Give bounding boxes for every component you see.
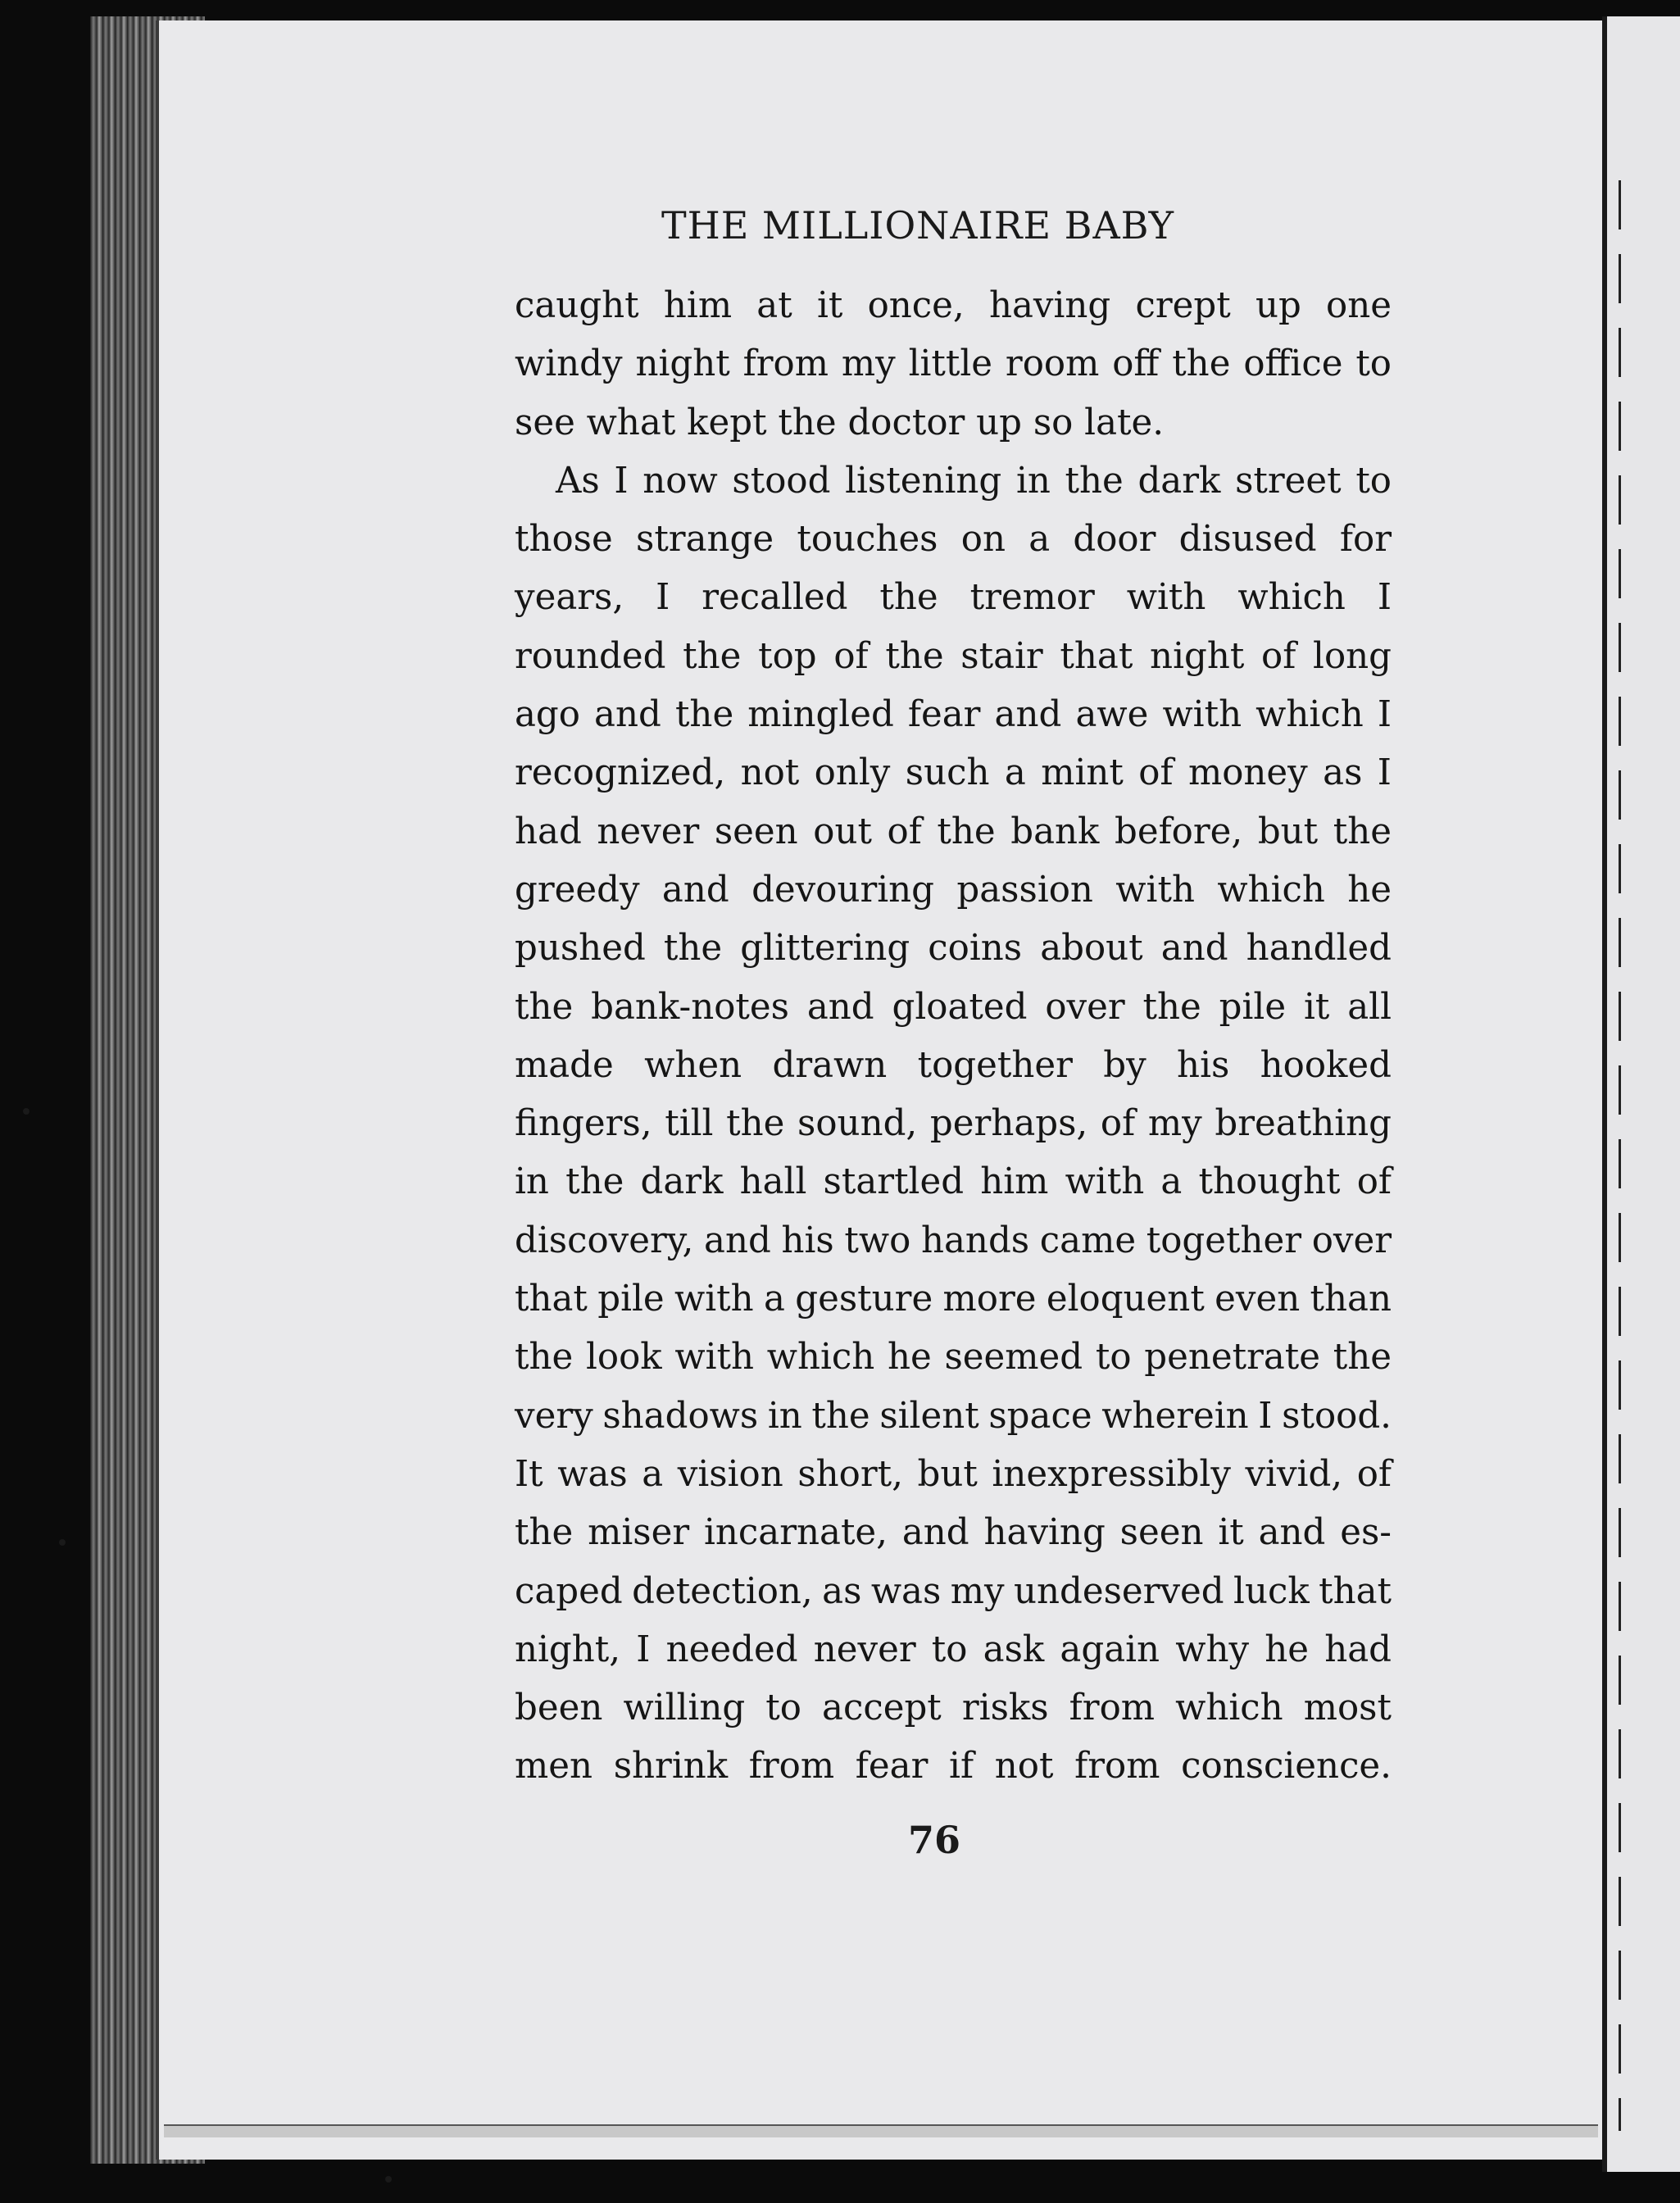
text-line: the bank-notes and gloated over the pile it all — [515, 986, 1392, 1028]
text-line: that pile with a gesture more eloquent even than — [515, 1279, 1392, 1320]
page-bottom-edge — [164, 2124, 1598, 2137]
text-line: those strange touches on a door disused for — [515, 519, 1392, 561]
text-line: been willing to accept risks from which most — [515, 1687, 1392, 1729]
text-line: ago and the mingled fear and awe with which I — [515, 694, 1392, 736]
text-line: very shadows in the silent space wherein I stood. — [515, 1395, 1392, 1437]
text-line: It was a vision short, but inexpressibly vivid, of — [515, 1453, 1392, 1495]
text-line: caught him at it once, having crept up one — [515, 285, 1392, 326]
text-line: made when drawn together by his hooked — [515, 1044, 1392, 1086]
facing-page-edge — [1602, 16, 1680, 2172]
scan-speck — [59, 1539, 66, 1546]
text-line: had never seen out of the bank before, but the — [515, 811, 1392, 852]
scan-speck — [385, 2176, 392, 2183]
text-line: caped detection, as was my undeserved luck that — [515, 1570, 1392, 1612]
text-line: the look with which he seemed to penetrate the — [515, 1337, 1392, 1379]
text-line: windy night from my little room off the office to — [515, 343, 1392, 385]
text-line: pushed the glittering coins about and handled — [515, 928, 1392, 970]
page-number: 76 — [907, 1818, 960, 1862]
text-line: fingers, till the sound, perhaps, of my breathing — [515, 1103, 1392, 1145]
running-head: THE MILLIONAIRE BABY — [661, 203, 1175, 248]
body-text — [515, 277, 1392, 1796]
text-line: night, I needed never to ask again why he had — [515, 1628, 1392, 1670]
text-line: rounded the top of the stair that night of long — [515, 635, 1392, 677]
text-line: years, I recalled the tremor with which I — [515, 577, 1392, 619]
text-line: discovery, and his two hands came together over — [515, 1220, 1392, 1261]
text-line: greedy and devouring passion with which he — [515, 869, 1392, 911]
text-line: men shrink from fear if not from conscience. — [515, 1746, 1392, 1787]
text-line: see what kept the doctor up so late. — [515, 402, 1165, 443]
text-line: recognized, not only such a mint of money as I — [515, 752, 1392, 794]
scan-speck — [23, 1108, 30, 1115]
facing-page-gutter-line — [1619, 180, 1621, 2131]
text-line: As I now stood listening in the dark street to — [556, 460, 1392, 502]
text-line: the miser incarnate, and having seen it and es- — [515, 1512, 1392, 1554]
text-line: in the dark hall startled him with a thought of — [515, 1161, 1392, 1203]
